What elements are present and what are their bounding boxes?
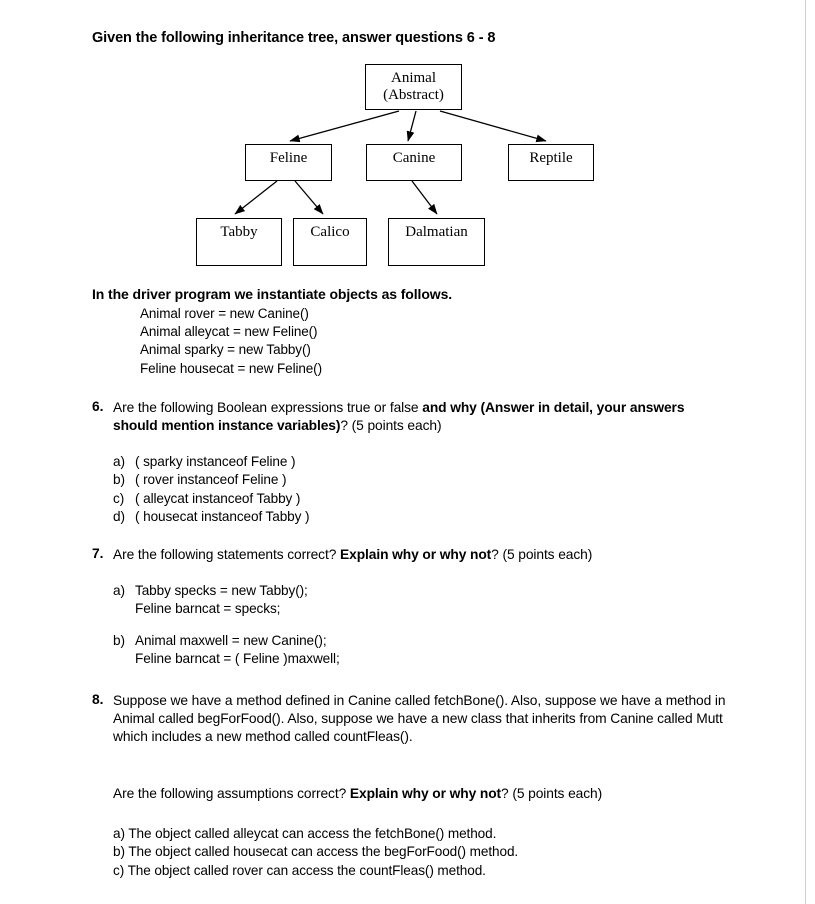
list-item (113, 490, 309, 508)
edge-feline-tabby (235, 181, 277, 214)
tree-node-calico (293, 218, 367, 266)
option-text: ( housecat instanceof Tabby ) (135, 509, 310, 525)
statement-label: b) (113, 632, 125, 648)
question-6-text (113, 399, 712, 435)
option-label: b) (113, 844, 125, 860)
tree-node-reptile-label: Reptile (529, 150, 573, 166)
tree-node-calico-label: Calico (310, 224, 350, 240)
question-8-prompt-part1: Are the following assumptions correct? (113, 786, 350, 801)
tree-node-dalmatian-label: Dalmatian (405, 224, 468, 240)
statement-line1: Animal maxwell = new Canine(); (135, 632, 327, 648)
page-edge-divider (805, 0, 806, 904)
option-text: ( alleycat instanceof Tabby ) (135, 490, 301, 506)
list-item (113, 453, 309, 471)
question-6 (92, 399, 712, 435)
question-8-prompt (113, 785, 713, 803)
statement-line2: Feline barncat = specks; (135, 601, 281, 617)
question-8 (92, 692, 732, 745)
list-item (113, 843, 713, 862)
edge-feline-calico (295, 181, 323, 214)
option-text: The object called alleycat can access the fetchBone() method. (128, 825, 497, 841)
code-line: Feline housecat = new Feline() (140, 360, 322, 376)
tree-node-canine (366, 144, 462, 181)
statement-line2: Feline barncat = ( Feline )maxwell; (135, 651, 340, 667)
question-8-paragraph: Suppose we have a method defined in Canine called fetchBone(). Also, suppose we have a method in Animal called begForFood(). Also, suppose we have a new class that inherits from Canine called Mutt which includes a new method called countFleas(). (113, 693, 726, 744)
tree-node-dalmatian (388, 218, 485, 266)
option-label: d) (113, 509, 125, 525)
option-text: The object called rover can access the countFleas() method. (127, 862, 486, 878)
question-6-text-emphasis: and why (Answer in detail, your answers should mention instance variables) (113, 400, 685, 433)
question-8-prompt-emphasis: Explain why or why not (349, 786, 502, 801)
question-8-number: 8. (92, 692, 104, 707)
tree-node-tabby (196, 218, 282, 266)
list-item (113, 632, 513, 669)
driver-program-heading: In the driver program we instantiate objects as follows. (92, 286, 453, 302)
option-label: c) (113, 490, 125, 506)
question-7-text-emphasis: Explain why or why not (340, 547, 492, 562)
list-item (113, 825, 713, 844)
tree-node-canine-label: Canine (392, 150, 436, 166)
question-7-text-part2: ? (5 points each) (491, 547, 593, 562)
tree-node-reptile (508, 144, 594, 181)
tree-node-animal (365, 64, 462, 110)
tree-node-animal-line1: Animal (391, 70, 436, 86)
list-item (113, 471, 309, 489)
statement-label: a) (113, 583, 125, 598)
question-7 (92, 546, 722, 564)
statement-line1: Tabby specks = new Tabby(); (135, 583, 308, 598)
option-label: b) (113, 472, 125, 488)
question-8-assumptions (113, 785, 713, 881)
code-line: Animal sparky = new Tabby() (140, 342, 311, 358)
option-text: The object called housecat can access the begForFood() method. (128, 844, 519, 860)
driver-program-code (140, 305, 322, 378)
code-line: Animal rover = new Canine() (140, 306, 309, 321)
question-7-text (113, 546, 592, 564)
page-title: Given the following inheritance tree, answer questions 6 - 8 (92, 30, 496, 46)
tree-node-animal-line2: (Abstract) (383, 87, 444, 103)
tree-node-tabby-label: Tabby (220, 224, 258, 240)
question-7-statements (113, 582, 513, 669)
list-item (113, 582, 513, 619)
edge-canine-dalmatian (412, 181, 437, 214)
list-item (113, 508, 309, 526)
list-item (113, 862, 713, 881)
option-text: ( sparky instanceof Feline ) (135, 454, 296, 469)
option-label: a) (113, 454, 125, 469)
tree-node-feline (245, 144, 332, 181)
edge-animal-canine (408, 111, 416, 141)
tree-node-feline-label: Feline (269, 150, 308, 166)
question-6-text-part1: Are the following Boolean expressions true or false (113, 400, 423, 415)
edge-animal-feline (290, 111, 399, 141)
question-7-text-part1: Are the following statements correct? (113, 547, 341, 562)
option-label: a) (113, 825, 125, 841)
option-text: ( rover instanceof Feline ) (135, 472, 287, 488)
question-8-options (113, 825, 713, 881)
question-6-options (113, 453, 309, 527)
option-label: c) (113, 862, 125, 878)
code-line: Animal alleycat = new Feline() (140, 324, 318, 340)
question-7-number: 7. (92, 546, 104, 561)
question-8-prompt-part2: ? (5 points each) (501, 786, 603, 801)
question-6-text-part2: ? (5 points each) (340, 417, 442, 433)
edge-animal-reptile (440, 111, 546, 141)
question-6-number: 6. (92, 399, 104, 414)
